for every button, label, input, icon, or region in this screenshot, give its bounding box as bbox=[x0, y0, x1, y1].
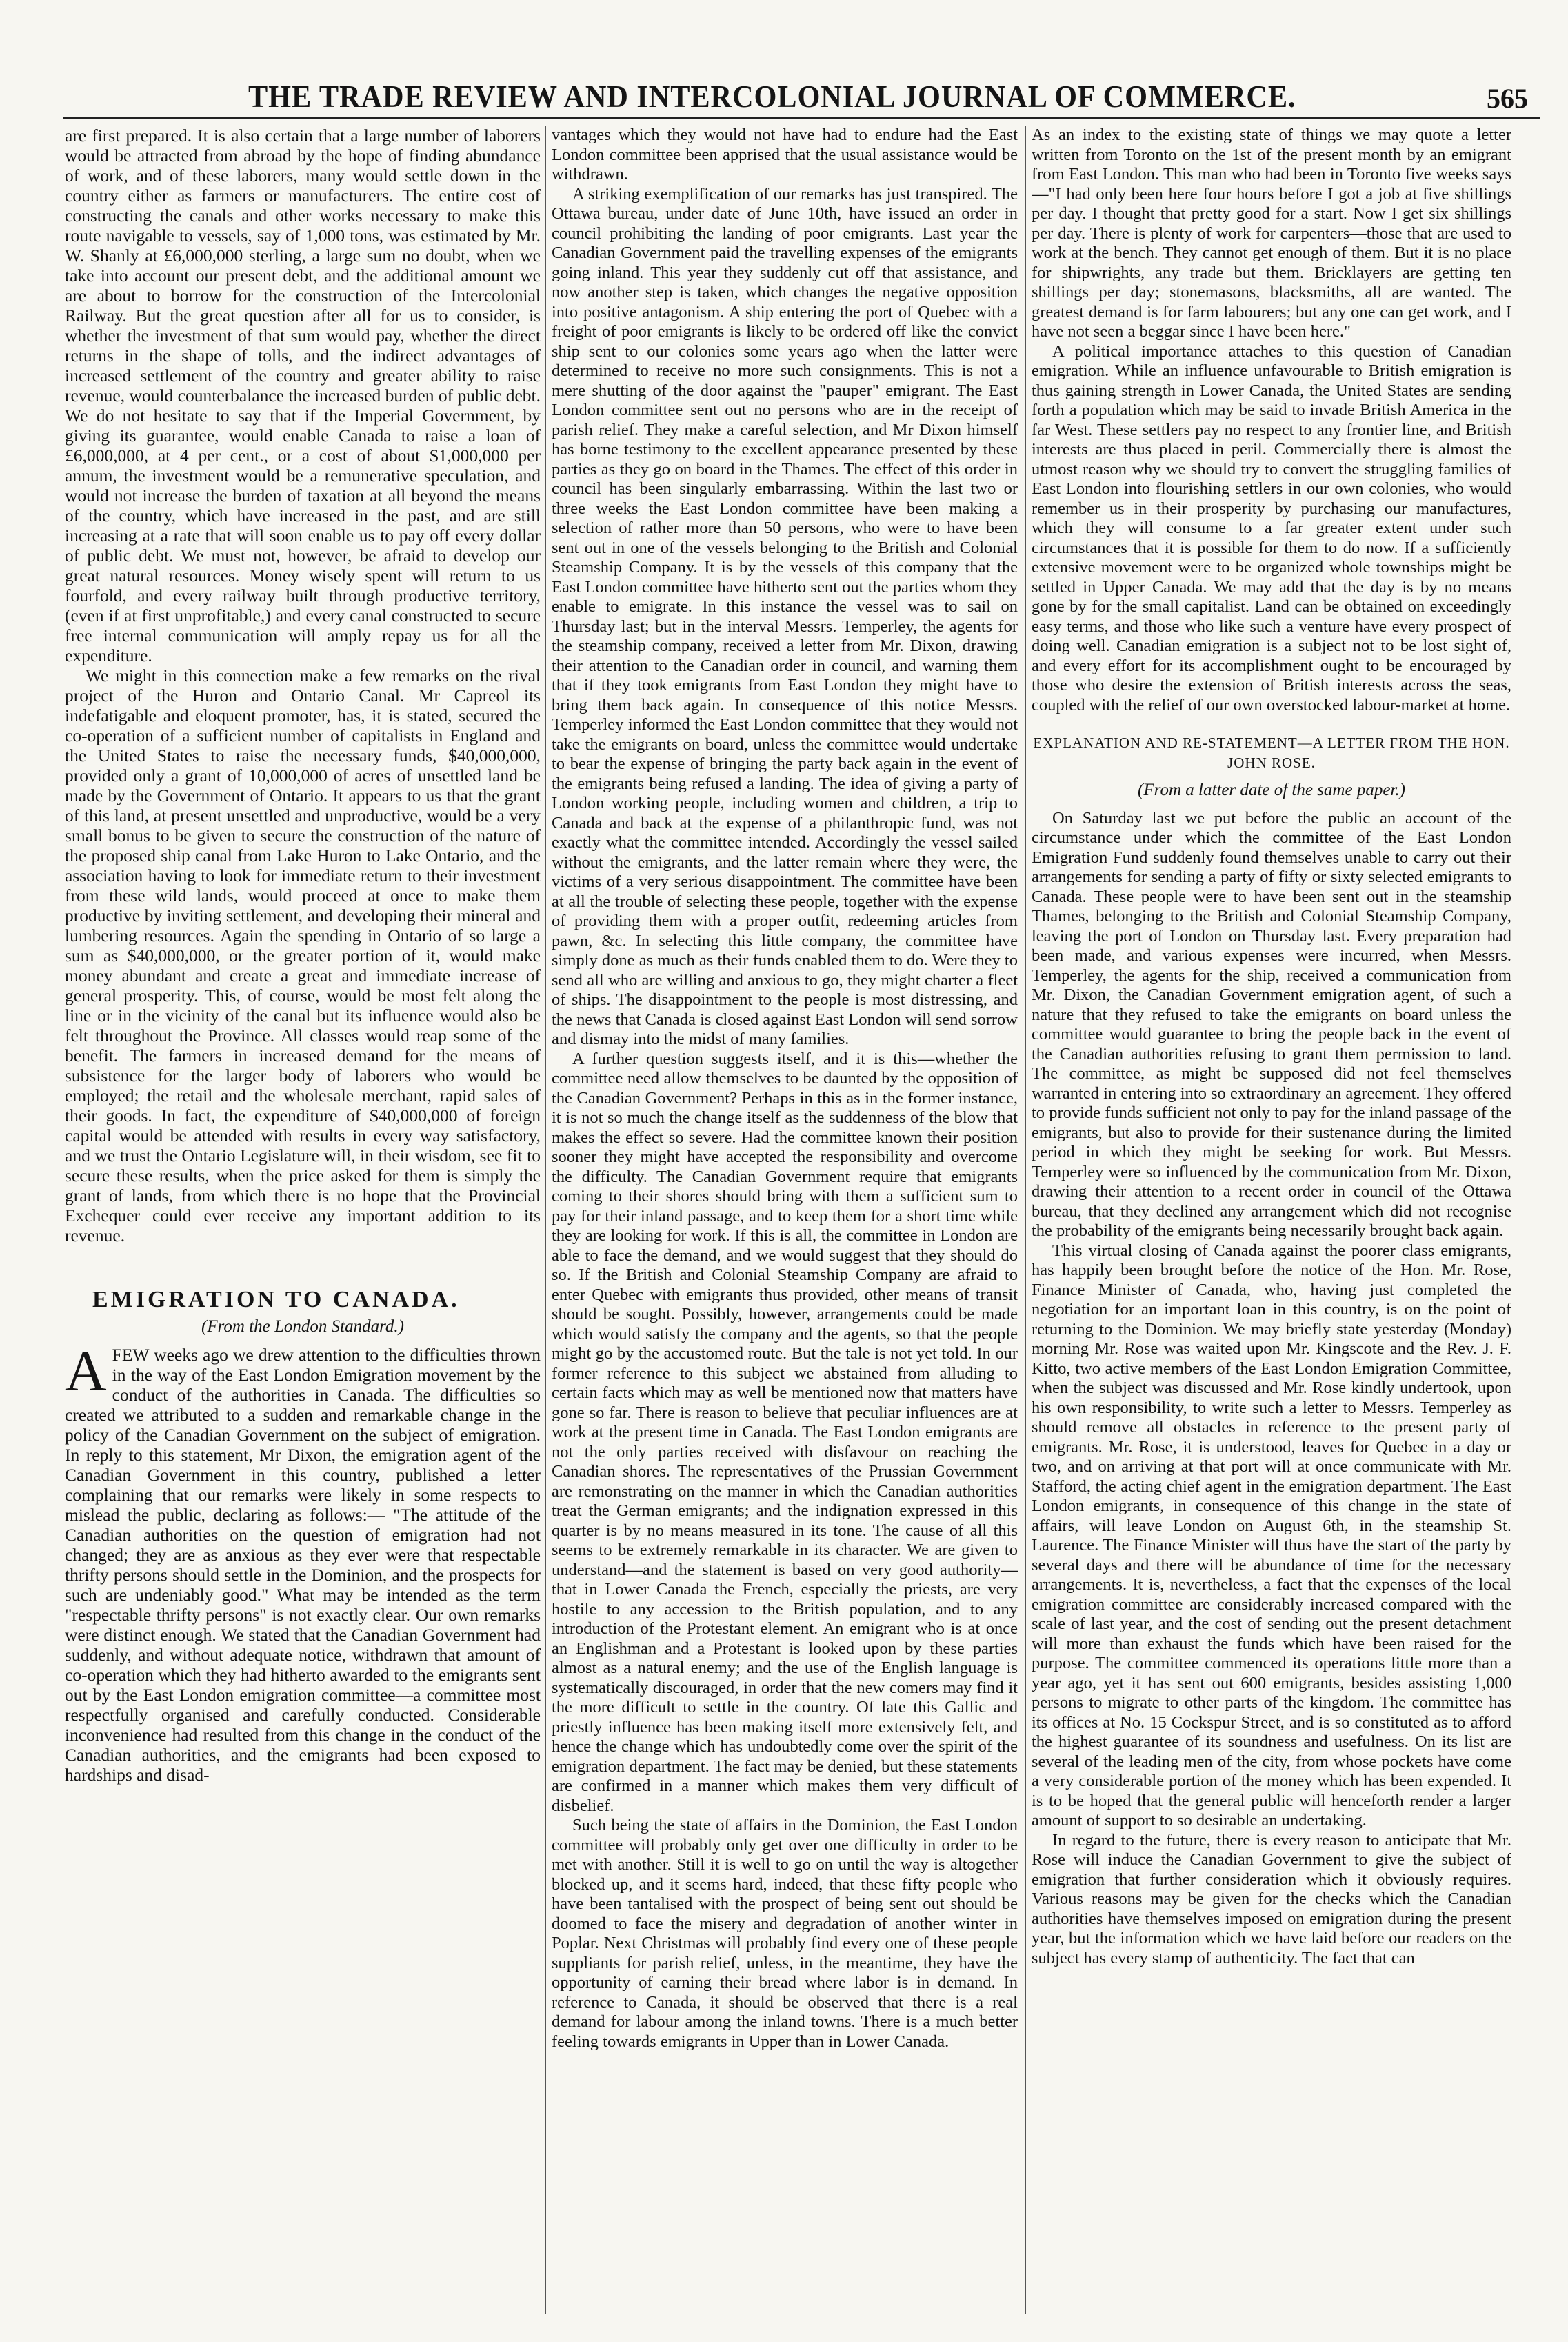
article-title: EXPLANATION AND RE-STATEMENT—A LETTER FROM THE HON. JOHN ROSE. bbox=[1033, 734, 1510, 771]
article-paragraph: are first prepared. It is also certain that a large number of laborers would be attracted from abroad by the hope of finding abundance of work, and of these laborers, many would settle down in the country either as farmers or manufacturers. The entire cost of constructing the canals and other works necessary to make this route navigable to vessels, say of 1,000 tons, was estimated by Mr. W. Shanly at £6,000,000 sterling, a large sum no doubt, when we take into account our present debt, and the additional amount we are about to borrow for the construction of the Intercolonial Railway. But the great question after all for us to consider, is whether the investment of that sum would pay, whether the direct returns in the shape of tolls, and the indirect advantages of increased settlement of the country and greater ability to raise revenue, would counterbalance the increased burden of public debt. We do not hesitate to say that if the Imperial Government, by giving its guarantee, would enable Canada to raise a loan of £6,000,000, at 4 per cent., or a cost of about $1,000,000 per annum, the investment would be a remunerative speculation, and would not increase the burden of taxation at all beyond the means of the country, which have increased in the past, and are still increasing at a rate that will soon enable us to pay off every dollar of public debt. We must not, however, be afraid to develop our great natural resources. Money wisely spent will return to us fourfold, and every railway built through productive territory, (even if at first unprofitable,) and every canal constructed to secure free internal communication will amply repay us for all the expenditure. bbox=[65, 126, 541, 665]
header-rule bbox=[63, 117, 1540, 119]
running-head bbox=[248, 66, 1528, 114]
article-text: FEW weeks ago we drew attention to the difficulties thrown in the way of the East London Emigration movement by the conduct of the authorities in Canada. The difficulties so created we attributed to a sudden and remarkable change in the policy of the Canadian Government on the subject of emigration. In reply to this statement, Mr Dixon, the emigration agent of the Canadian Government in this country, published a letter complaining that our remarks were likely in some respects to mislead the public, declaring as follows:— "The attitude of the Canadian authorities on the question of emigration had not changed; they are as anxious as they ever were that respectable thrifty persons should settle in the Dominion, and the prospects for such are undeniably good." What may be intended as the term "respectable thrifty persons" is not exactly clear. Our own remarks were distinct enough. We stated that the Canadian Government had suddenly, and without adequate notice, withdrawn that amount of co-operation which they had hitherto awarded to the emigrants sent out by the East London emigration committee—a committee most respectfully organised and carefully conducted. Considerable inconvenience had resulted from this change in the conduct of the Canadian authorities, and the emigrants had been exposed to hardships and disad- bbox=[65, 1345, 541, 1785]
article-source: (From a latter date of the same paper.) bbox=[1138, 781, 1405, 799]
article-paragraph: As an index to the existing state of things we may quote a letter written from Toronto on the 1st of the present month by an emigrant from East London. This man who had been in Toronto five weeks says—"I had only been here four hours before I got a job at five shillings per day. I thought that pretty good for a start. Now I get six shillings per day. There is plenty of work for carpenters—those that are used to work at the bench. They cannot get enough of them. But it is no place for shipwrights, any trade but them. Bricklayers are getting ten shillings per day; stonemasons, blacksmiths, all are wanted. The greatest demand is for farm labourers; but any one can get work, and I have not seen a beggar since I have been here." bbox=[1032, 126, 1511, 341]
article-paragraph: We might in this connection make a few remarks on the rival project of the Huron and Ontario Canal. Mr Capreol its indefatigable and eloquent promoter, has, it is stated, secured the co-operation of a sufficient number of capitalists in England and the United States to raise the necessary funds, $40,000,000, provided only a grant of 10,000,000 of acres of unsettled land be made by the Government of Ontario. It appears to us that the grant of this land, at present unsettled and unproductive, would be a very small bonus to be given to secure the construction of the nature of the proposed ship canal from Lake Huron to Lake Ontario, and the association having to look for immediate return to their investment from these wild lands, would proceed at once to make them productive by inviting settlement, and developing their mineral and lumbering resources. Again the spending in Ontario of so large a sum as $40,000,000, or the greater portion of it, would make money abundant and create a great and immediate increase of general prosperity. This, of course, would be most felt along the line or in the vicinity of the canal but its influence would also be felt throughout the Province. All classes would reap some of the benefit. The farmers in increased demand for the means of subsistence for the larger body of laborers who would be employed; the retail and the wholesale merchant, rapid sales of their goods. In fact, the expenditure of $40,000,000 of foreign capital would be attended with results in every way satisfactory, and we trust the Ontario Legislature will, in their wisdom, see fit to secure these results, when the price asked for them is simply the grant of lands, from which there is no hope that the Provincial Exchequer could ever receive any important addition to its revenue. bbox=[65, 665, 541, 1245]
column-2 bbox=[552, 126, 1018, 2330]
column-rule bbox=[545, 126, 546, 2314]
article-paragraph: Such being the state of affairs in the Dominion, the East London committee will probably only get over one difficulty in order to be met with another. Still it is well to go on until the way is altogether blocked up, and it seems hard, indeed, that these fifty people who have been tantalised with the prospect of being sent out should be doomed to face the misery and degradation of another winter in Poplar. Next Christmas will probably find every one of these people suppliants for parish relief, unless, in the meantime, they have the opportunity of earning their bread where labor is in demand. In reference to Canada, it should be observed that there is a real demand for labour among the inland towns. There is a much better feeling towards emigrants in Upper than in Lower Canada. bbox=[552, 1816, 1018, 2051]
article-source: (From the London Standard.) bbox=[201, 1317, 404, 1336]
article-paragraph: This virtual closing of Canada against the poorer class emigrants, has happily been brought before the notice of the Hon. Mr. Rose, Finance Minister of Canada, who, having just completed the negotiation for an important loan in this country, is on the point of returning to the Dominion. We may briefly state yesterday (Monday) morning Mr. Rose was waited upon Mr. Kingscote and the Rev. J. F. Kitto, two active members of the East London Emigration Committee, when the subject was discussed and Mr. Rose kindly undertook, upon his own responsibility, to write such a letter to Messrs. Temperley as should remove all obstacles in reference to the present party of emigrants. Mr. Rose, it is understood, leaves for Quebec in a day or two, and on arriving at that port will at once communicate with Mr. Stafford, the acting chief agent in the emigration department. The East London emigrants, in consequence of this change in the state of affairs, will leave London on August 6th, in the steamship St. Laurence. The Finance Minister will thus have the start of the party by several days and there will be abundance of time for the necessary arrangements. It is, nevertheless, a fact that the expenses of the local emigration committee are considerably increased compared with the scale of last year, and the cost of sending out the present detachment will more than exhaust the funds which have been raised for the purpose. The committee commenced its operations little more than a year ago, yet it has sent out 600 emigrants, besides assisting 1,000 persons to migrate to other parts of the kingdom. The committee has its offices at No. 15 Cockspur Street, and is so constituted as to afford the highest guarantee of its soundness and usefulness. On its list are several of the leading men of the city, from whose pockets have come a very considerable portion of the money which has been expended. It is to be hoped that the general public will henceforth render a larger amount of support to so desirable an undertaking. bbox=[1032, 1241, 1511, 1830]
article-paragraph: A political importance attaches to this question of Canadian emigration. While an influence unfavourable to British emigration is thus gaining strength in Lower Canada, the United States are sending forth a population which may be said to invade British America in the far West. These settlers pay no respect to any frontier line, and British interests are thus placed in peril. Commercially there is almost the utmost reason why we should try to convert the struggling families of East London into flourishing settlers in our own colonies, who would remember us in their prosperity by purchasing our manufactures, which they will consume to a far greater extent under such circumstances that it is possible for them to do now. If a sufficiently extensive movement were to be organized whole townships might be settled in Upper Canada. We may add that the day is by no means gone by for the small capitalist. Land can be obtained on exceedingly easy terms, and those who like such a venture have every prospect of doing well. Canadian emigration is a subject not to be lost sight of, and every effort for its accomplishment ought to be encouraged by those who desire the extension of British interests across the seas, coupled with the relief of our own overstocked labour-market at home. bbox=[1032, 341, 1511, 714]
article-paragraph: A striking exemplification of our remarks has just transpired. The Ottawa bureau, under date of June 10th, have issued an order in council prohibiting the landing of poor emigrants. Last year the Canadian Government paid the travelling expenses of the emigrants going inland. This year they suddenly cut off that assistance, and now another step is taken, which changes the negative opposition into positive antagonism. A ship entering the port of Quebec with a freight of poor emigrants is likely to be ordered off like the convict ship sent to our colonies some years ago when the latter were determined to receive no more such consignments. This is not a mere shutting of the door against the "pauper" emigrant. The East London committee sent out no persons who are in the receipt of parish relief. They make a careful selection, and Mr Dixon himself has borne testimony to the excellent appearance presented by these parties as they go on board in the Thames. The effect of this order in council has been singularly embarrassing. Within the last two or three weeks the East London committee have been making a selection of rather more than 50 persons, who were to have been sent out in one of the vessels belonging to the British and Colonial Steamship Company. It is by the vessels of this company that the East London committee have hitherto sent out the parties whom they enable to emigrate. In this instance the vessel was to sail on Thursday last; but in the interval Messrs. Temperley, the agents for the steamship company, received a letter from Mr. Dixon, drawing their attention to the Canadian order in council, and warning them that if they took emigrants from East London they might have to bring them back again. In consequence of this notice Messrs. Temperley informed the East London committee that they would not take the emigrants on board, unless the committee would undertake to bear the expense of bringing the party back again in the event of the emigrants being refused a landing. The idea of giving a party of London working people, including women and children, a trip to Canada and back at the expense of a philanthropic fund, was not exactly what the committee intended. Accordingly the vessel sailed without the emigrants, and the latter remain where they were, the victims of a very serious disappointment. The committee have been at all the trouble of selecting these people, together with the expense of providing them with a proper outfit, redeeming articles from pawn, &c. In selecting this little company, the committee have simply done as much as their funds enabled them to do. Were they to send all who are willing and anxious to go, they might charter a fleet of ships. The disappointment to the people is most distressing, and the news that Canada is closed against East London will send sorrow and dismay into the midst of many families. bbox=[552, 184, 1018, 1048]
page-number: 565 bbox=[1487, 83, 1528, 114]
article-paragraph bbox=[65, 1339, 541, 1785]
article-paragraph: vantages which they would not have had to endure had the East London committee been apprised that the usual assistance would be withdrawn. bbox=[552, 126, 1018, 183]
article-paragraph: A further question suggests itself, and it is this—whether the committee need allow themselves to be daunted by the opposition of the Canadian Government? Perhaps in this as in the former instance, it is not so much the change itself as the suddenness of the blow that makes the effect so severe. Had the committee known their position sooner they might have accepted the responsibility and overcome the difficulty. The Canadian Government require that emigrants coming to their shores should bring with them a sufficient sum to pay for their inland passage, and to keep them for a short time while they are looking for work. If this is all, the committee in London are able to face the demand, and we would suggest that they should do so. If the British and Colonial Steamship Company are afraid to enter Quebec with emigrants thus provided, other means of transit should be sought. Possibly, however, arrangements could be made which would satisfy the company and the agents, so that the people might go by the accustomed route. But the tale is not yet told. In our former reference to this subject we abstained from alluding to certain facts which may as well be mentioned now that matters have gone so far. There is reason to believe that peculiar influences are at work at the present time in Canada. The East London emigrants are not the only parties received with disfavour on reaching the Canadian shores. The representatives of the Prussian Government are remonstrating on the manner in which the Canadian authorities treat the German emigrants; and the indignation expressed in this quarter is by no means measured in its tone. The cause of all this seems to be extremely remarkable in its character. We are given to understand—and the statement is based on very good authority—that in Lower Canada the French, especially the priests, are very hostile to any accession to the British population, and to any introduction of the Protestant element. An emigrant who is at once an Englishman and a Protestant is looked upon by these parties almost as a natural enemy; and the use of the English language is systematically discouraged, in order that the new comers may find it the more difficult to settle in the country. Of late this Gallic and priestly influence has been making itself more extensively felt, and hence the change which has undoubtedly come over the spirit of the emigration department. The fact may be denied, but these statements are confirmed in a manner which makes them very difficult of disbelief. bbox=[552, 1049, 1018, 1815]
article-paragraph: On Saturday last we put before the public an account of the circumstance under which the committee of the East London Emigration Fund suddenly found themselves unable to carry out their arrangements for sending a party of fifty or sixty selected emigrants to Canada. These people were to have been sent out in the steamship Thames, belonging to the British and Colonial Steamship Company, leaving the port of London on Thursday last. Every preparation had been made, and various expenses were incurred, when Messrs. Temperley, the agents for the ship, received a communication from Mr. Dixon, the Canadian Government emigration agent, of such a nature that they refused to take the emigrants on board unless the committee would guarantee to bring the people back in the event of the Canadian authorities refusing to grant them permission to land. The committee, as might be supposed did not feel themselves warranted in entering into so extraordinary an agreement. They offered to provide funds sufficient not only to pay for the inland passage of the emigrants, but also to provide for their sustenance during the limited period in which they might be seeking for work. But Messrs. Temperley were so influenced by the communication from Mr. Dixon, drawing their attention to a recent order in council of the Ottawa bureau, that they declined any arrangement which did not recognise the probability of the emigrants being necessarily brought back again. bbox=[1032, 808, 1511, 1240]
journal-title: THE TRADE REVIEW AND INTERCOLONIAL JOURNAL OF COMMERCE. bbox=[248, 79, 1296, 114]
column-3 bbox=[1032, 126, 1511, 2330]
drop-cap: A bbox=[65, 1339, 107, 1403]
column-rule bbox=[1025, 126, 1026, 2314]
article-paragraph: In regard to the future, there is every reason to anticipate that Mr. Rose will induce the Canadian Government to give the subject of emigration that further consideration which it obviously requires. Various reasons may be given for the checks which the Canadian authorities have themselves imposed on emigration during the present year, but the information which we have laid before our readers on the subject has every stamp of authenticity. The fact that can bbox=[1032, 1830, 1511, 1968]
article-title: EMIGRATION TO CANADA. bbox=[92, 1287, 460, 1312]
column-1 bbox=[65, 126, 541, 2330]
